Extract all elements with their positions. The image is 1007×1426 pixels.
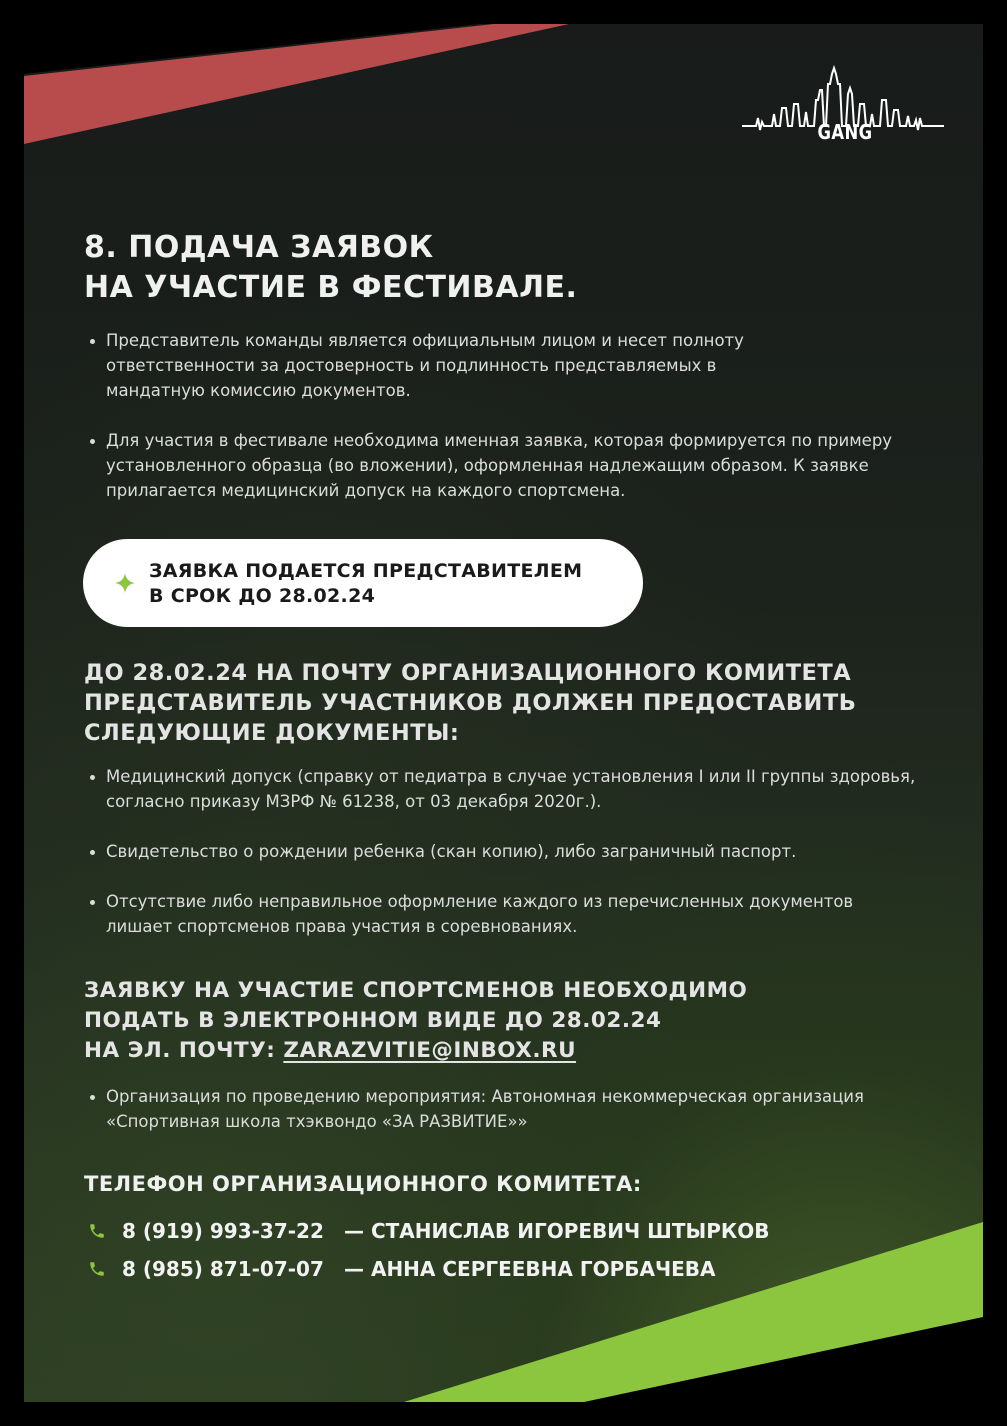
notice-line-2: В СРОК ДО 28.02.24 <box>149 585 376 607</box>
title-line-1: 8. ПОДАЧА ЗАЯВОК <box>84 230 434 265</box>
list-item: Отсутствие либо неправильное оформление каждого из перечисленных документов лишает спортсменов права участия в соревнованиях. <box>84 889 854 939</box>
application-heading-line-1: ЗАЯВКУ НА УЧАСТИЕ СПОРТСМЕНОВ НЕОБХОДИМО <box>84 978 748 1003</box>
green-stripe-decoration <box>24 1222 983 1402</box>
intro-bullet-list <box>84 328 924 503</box>
title-line-2: НА УЧАСТИЕ В ФЕСТИВАЛЕ. <box>84 270 578 305</box>
documents-heading-line-1: ДО 28.02.24 НА ПОЧТУ ОРГАНИЗАЦИОННОГО КОМИТЕТА <box>84 660 852 686</box>
notice-line-1: ЗАЯВКА ПОДАЕТСЯ ПРЕДСТАВИТЕЛЕМ <box>149 560 583 582</box>
page-title <box>84 228 577 308</box>
contact-name: — АННА СЕРГЕЕВНА ГОРБАЧЕВА <box>344 1257 716 1281</box>
phone-number[interactable]: 8 (919) 993-37-22 <box>122 1219 324 1243</box>
documents-heading-line-3: СЛЕДУЮЩИЕ ДОКУМЕНТЫ: <box>84 720 460 746</box>
list-item: Организация по проведению мероприятия: Автономная некоммерческая организация «Спортивная школа тхэквондо «ЗА РАЗВИТИЕ»» <box>84 1084 864 1134</box>
list-item: Свидетельство о рождении ребенка (скан копию), либо заграничный паспорт. <box>84 839 944 864</box>
logo-text: GANG <box>817 120 873 144</box>
application-heading-line-2: ПОДАТЬ В ЭЛЕКТРОННОМ ВИДЕ ДО 28.02.24 <box>84 1008 662 1033</box>
email-label: НА ЭЛ. ПОЧТУ: <box>84 1038 284 1063</box>
deadline-notice-pill <box>83 539 643 627</box>
organization-bullet-list <box>84 1084 924 1134</box>
documents-heading <box>84 658 856 748</box>
list-item: Для участия в фестивале необходима именная заявка, которая формируется по примеру установленного образца (во вложении), оформленная надлежащим образом. К заявке прилагается медицинский допуск на каждого спортсмена. <box>84 428 904 503</box>
deadline-notice-text <box>149 559 582 609</box>
documents-heading-line-2: ПРЕДСТАВИТЕЛЬ УЧАСТНИКОВ ДОЛЖЕН ПРЕДОСТАВИТЬ <box>84 690 857 716</box>
sparkle-icon <box>115 573 135 593</box>
application-heading-line-3 <box>84 1036 747 1066</box>
contact-name: — СТАНИСЛАВ ИГОРЕВИЧ ШТЫРКОВ <box>344 1219 770 1243</box>
list-item: Представитель команды является официальным лицом и несет полноту ответственности за достоверность и подлинность представляемых в мандатную комиссию документов. <box>84 328 744 403</box>
list-item: Медицинский допуск (справку от педиатра в случае установления I или II группы здоровья, согласно приказу МЗРФ № 61238, от 03 декабря 2020г.). <box>84 764 944 814</box>
poster <box>24 24 983 1402</box>
application-heading <box>84 976 747 1066</box>
email-link[interactable]: ZARAZVITIE@INBOX.RU <box>283 1038 577 1063</box>
phone-number[interactable]: 8 (985) 871-07-07 <box>122 1257 324 1281</box>
phones-heading: ТЕЛЕФОН ОРГАНИЗАЦИОННОГО КОМИТЕТА: <box>84 1172 642 1196</box>
gang-logo <box>742 64 944 156</box>
documents-bullet-list <box>84 764 944 939</box>
